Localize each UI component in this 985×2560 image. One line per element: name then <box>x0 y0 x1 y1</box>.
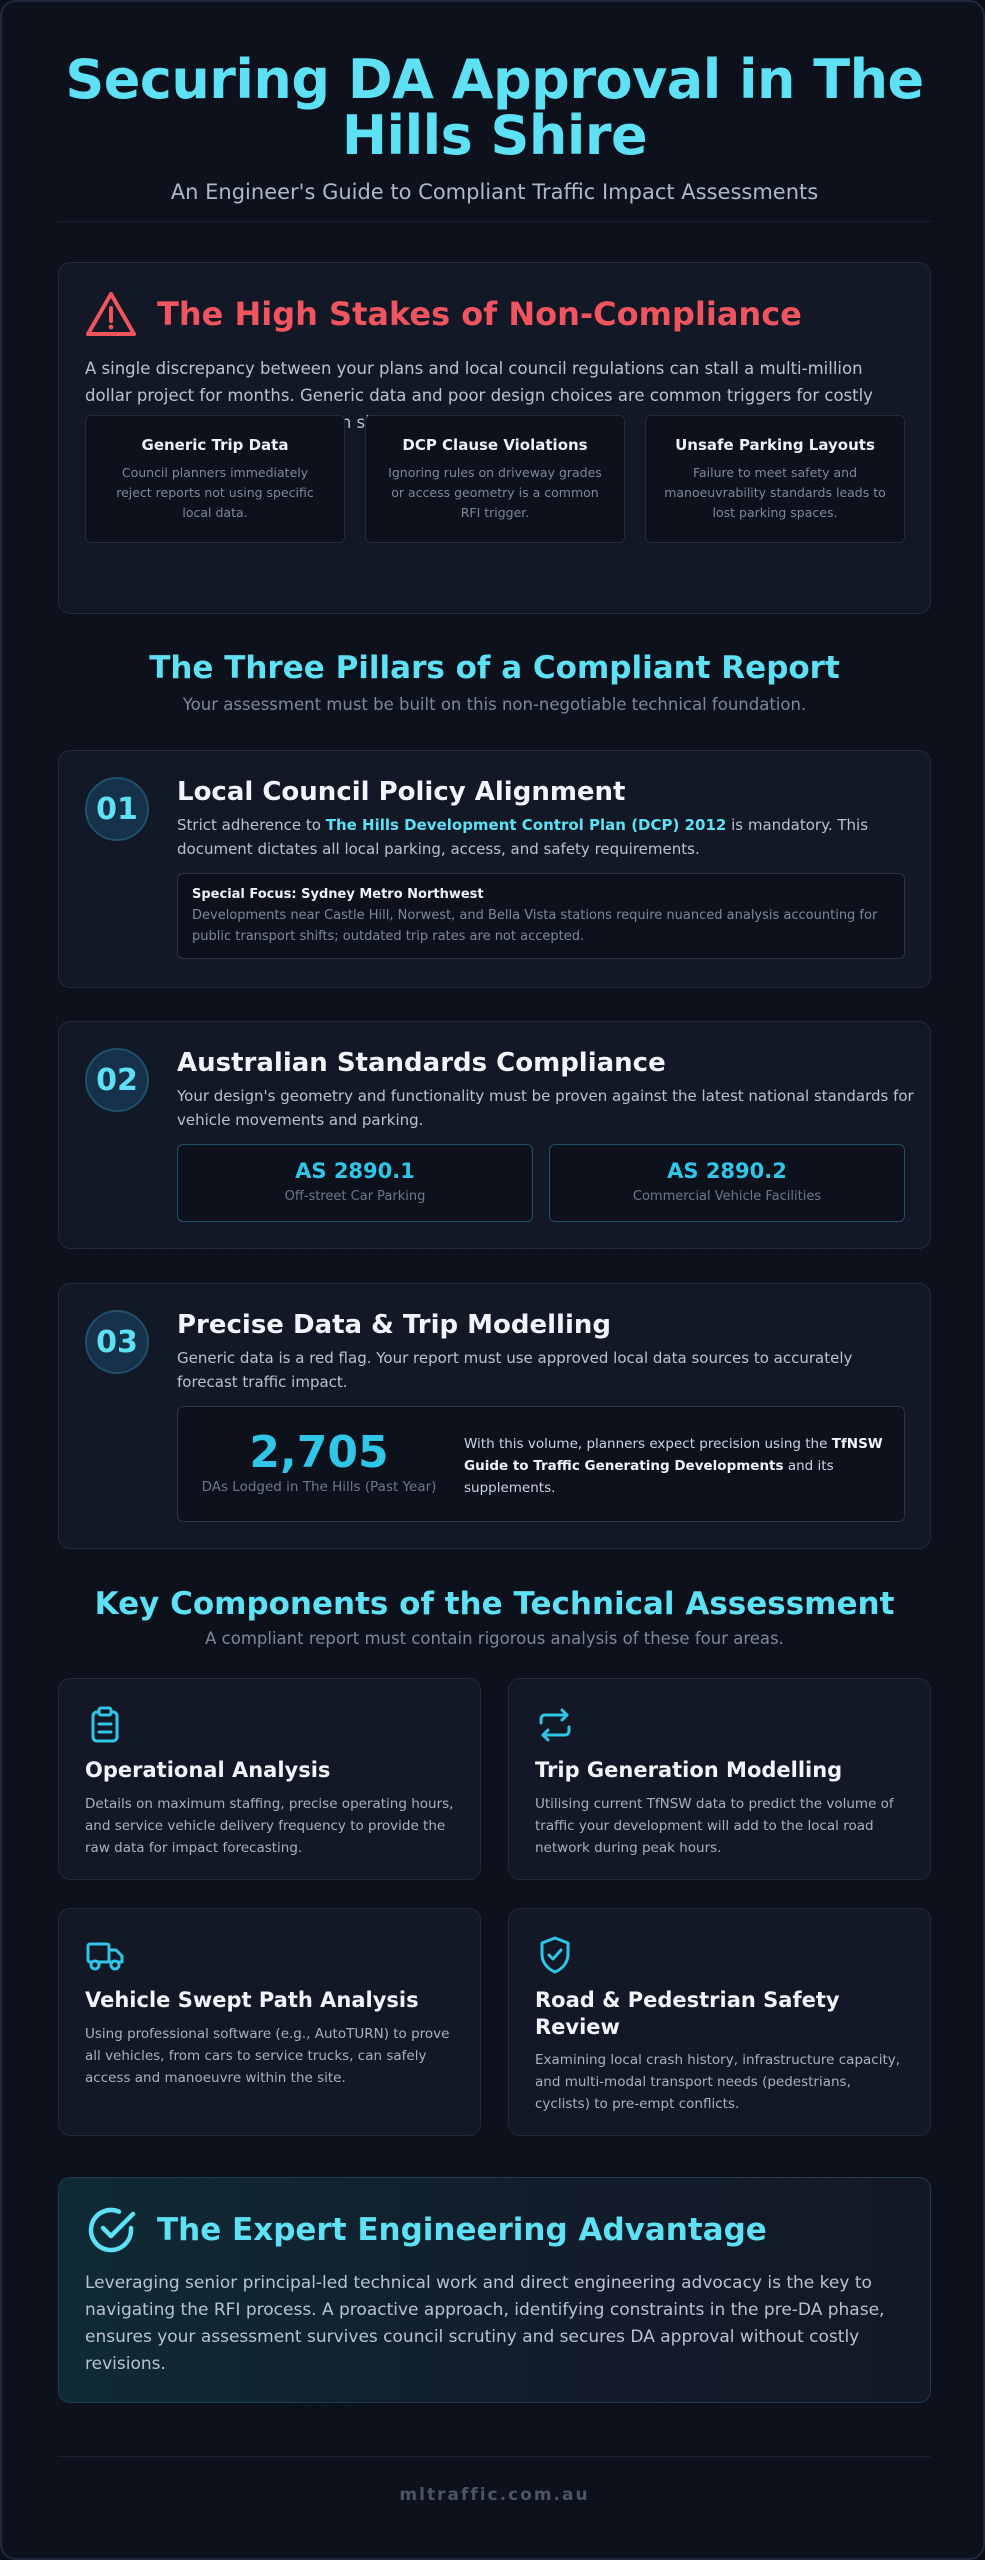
risk-card-desc: Failure to meet safety and manoeuvrability standards leads to lost parking spaces. <box>664 465 886 520</box>
pillar-card-3 <box>58 1283 931 1549</box>
stat-text-part: and its supplements. <box>464 1458 834 1496</box>
pillars-subtitle: Your assessment must be built on this non-negotiable technical foundation. <box>182 695 807 714</box>
component-desc: Utilising current TfNSW data to predict the volume of traffic your development will add to the local road network during peak hours. <box>535 1796 894 1856</box>
component-title: Road & Pedestrian Safety Review <box>535 1988 840 2039</box>
component-desc: Details on maximum staffing, precise operating hours, and service vehicle delivery frequency to provide the raw data for impact forecasting. <box>85 1796 454 1856</box>
risk-card-title: Unsafe Parking Layouts <box>675 436 875 454</box>
pillar-body: Generic data is a red flag. Your report must use approved local data sources to accurately forecast traffic impact. <box>177 1349 853 1391</box>
pillar-title: Australian Standards Compliance <box>177 1048 666 1078</box>
hero <box>58 48 931 204</box>
standard-label: Commercial Vehicle Facilities <box>632 1189 822 1204</box>
stat-text <box>464 1433 884 1499</box>
components-subtitle: A compliant report must contain rigorous analysis of these four areas. <box>205 1629 784 1648</box>
pillar-number: 02 <box>85 1048 149 1112</box>
component-card-swept-path <box>58 1908 481 2136</box>
standard-code: AS 2890.2 <box>667 1159 787 1183</box>
risk-card-unsafe-parking <box>645 415 905 543</box>
standard-label: Off-street Car Parking <box>284 1189 426 1204</box>
risk-card-desc: Ignoring rules on driveway grades or access geometry is a common RFI trigger. <box>388 465 602 520</box>
tfnsw-guide-label: TfNSW Guide to Traffic Generating Developments <box>464 1436 883 1474</box>
repeat-arrows-icon <box>535 1705 575 1745</box>
stakes-card <box>58 262 931 614</box>
pillar-body: Your design's geometry and functionality must be proven against the latest national standards for vehicle movements and parking. <box>177 1087 914 1129</box>
component-card-operational <box>58 1678 481 1880</box>
pillar-card-2 <box>58 1021 931 1249</box>
component-desc: Examining local crash history, infrastructure capacity, and multi-modal transport needs (pedestrians, cyclists) to pre-empt conflicts. <box>535 2052 901 2112</box>
standard-as2890-2 <box>549 1144 905 1222</box>
shield-check-icon <box>535 1935 575 1975</box>
stat-label: DAs Lodged in The Hills (Past Year) <box>201 1479 437 1495</box>
stat-text-part: With this volume, planners expect precision using the <box>464 1436 832 1452</box>
standard-as2890-1 <box>177 1144 533 1222</box>
risk-card-generic-trip-data <box>85 415 345 543</box>
pillar-title: Precise Data & Trip Modelling <box>177 1310 611 1340</box>
pillar-number: 03 <box>85 1310 149 1374</box>
component-title: Operational Analysis <box>85 1758 331 1782</box>
pillar-body-text: Strict adherence to <box>177 816 326 834</box>
warning-triangle-icon <box>85 291 137 337</box>
expert-title: The Expert Engineering Advantage <box>157 2212 767 2248</box>
da-stat-box <box>177 1406 905 1522</box>
stakes-header <box>85 291 802 337</box>
component-card-trip-generation <box>508 1678 931 1880</box>
component-title: Vehicle Swept Path Analysis <box>85 1988 419 2012</box>
component-desc: Using professional software (e.g., AutoTURN) to prove all vehicles, from cars to service trucks, can safely access and manoeuvre within the site. <box>85 2026 450 2086</box>
pillar-number: 01 <box>85 777 149 841</box>
page-subtitle: An Engineer's Guide to Compliant Traffic Impact Assessments <box>170 180 819 204</box>
focus-desc: Developments near Castle Hill, Norwest, and Bella Vista stations require nuanced analysis accounting for public transport shifts; outdated trip rates are not accepted. <box>192 908 878 944</box>
clipboard-icon <box>85 1705 125 1745</box>
expert-advantage-card <box>58 2177 931 2403</box>
risk-card-title: DCP Clause Violations <box>402 436 588 454</box>
risk-card-title: Generic Trip Data <box>141 436 289 454</box>
pillars-title: The Three Pillars of a Compliant Report <box>149 650 840 686</box>
stat-value: 2,705 <box>249 1427 389 1478</box>
divider <box>58 221 931 222</box>
components-title: Key Components of the Technical Assessment <box>94 1586 895 1622</box>
pillar-card-1 <box>58 750 931 988</box>
expert-body: Leveraging senior principal-led technical work and direct engineering advocacy is the key to navigating the RFI process. A proactive approach, identifying constraints in the pre-DA phase, ensures your assessment survives council scrutiny and secures DA approval without costly revisions. <box>85 2273 885 2374</box>
standard-code: AS 2890.1 <box>295 1159 415 1183</box>
focus-title: Special Focus: Sydney Metro Northwest <box>192 887 484 902</box>
special-focus-box <box>177 873 905 959</box>
component-card-safety-review <box>508 1908 931 2136</box>
page-title: Securing DA Approval in The Hills Shire <box>65 48 924 167</box>
pillar-title: Local Council Policy Alignment <box>177 777 626 807</box>
footer-site-link[interactable]: mltraffic.com.au <box>399 2485 590 2505</box>
risk-card-dcp-violations <box>365 415 625 543</box>
check-circle-icon <box>85 2204 137 2256</box>
dcp-highlight: The Hills Development Control Plan (DCP) 2012 <box>325 816 727 834</box>
stakes-title: The High Stakes of Non-Compliance <box>157 295 802 333</box>
divider <box>58 2456 931 2457</box>
pillar-body <box>177 813 917 861</box>
risk-card-desc: Council planners immediately reject reports not using specific local data. <box>116 465 314 520</box>
truck-icon <box>85 1935 125 1975</box>
pillar-body-text: is mandatory. This document dictates all local parking, access, and safety requirements. <box>177 816 869 858</box>
stakes-body: A single discrepancy between your plans and local council regulations can stall a multi-million dollar project for months. Generic data and poor design choices are common triggers for costly <box>85 359 873 405</box>
component-title: Trip Generation Modelling <box>535 1758 843 1782</box>
